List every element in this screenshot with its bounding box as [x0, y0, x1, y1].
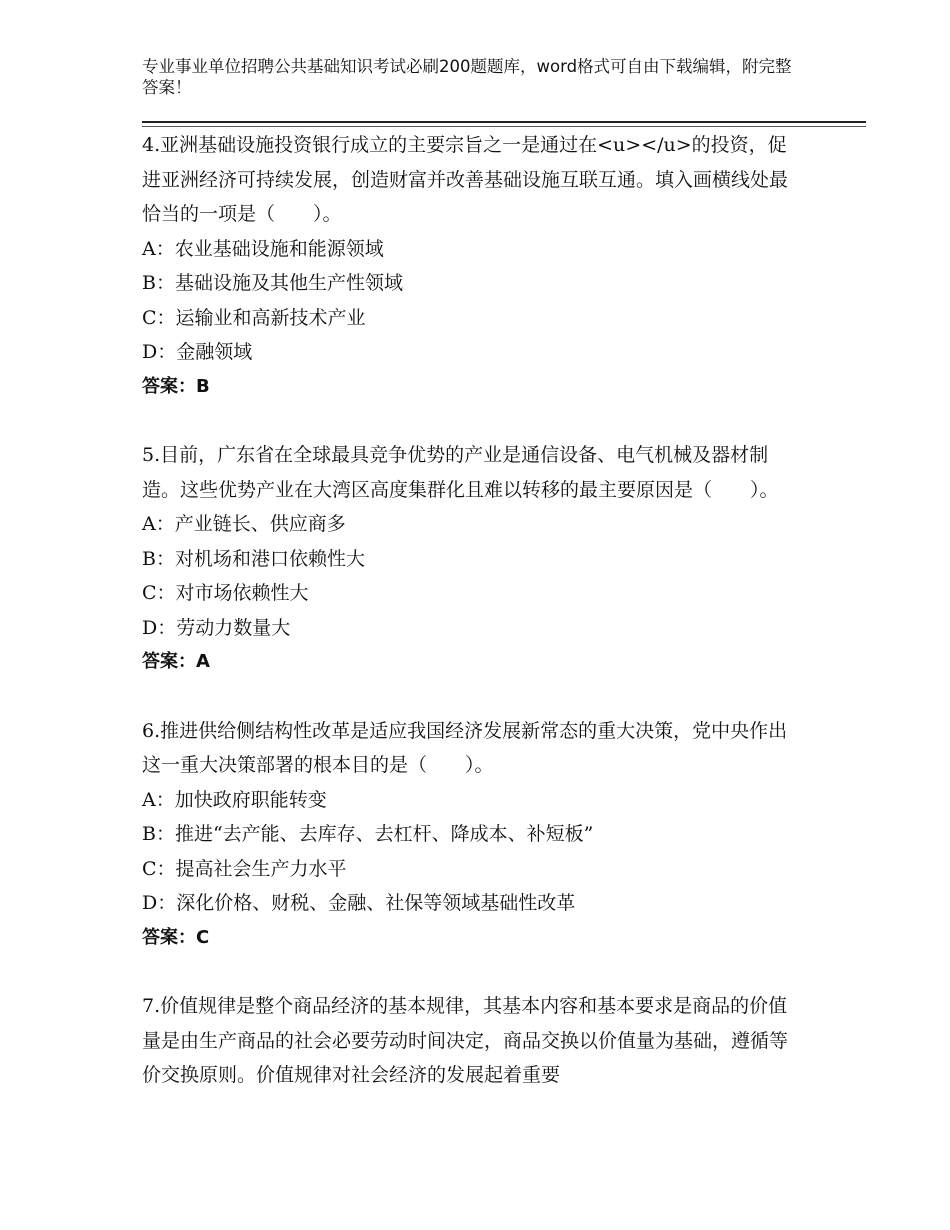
- question-4: [142, 128, 802, 404]
- header-rule-thick: [142, 121, 866, 123]
- option-c: C：对市场依赖性大: [142, 582, 309, 604]
- option-a: A：农业基础设施和能源领域: [142, 237, 384, 260]
- option-a: A：产业链长、供应商多: [142, 513, 346, 535]
- answer-line: [142, 921, 802, 956]
- option-c: C：运输业和高新技术产业: [142, 306, 366, 329]
- question-5: [142, 438, 802, 680]
- question-6: [142, 714, 802, 956]
- answer-line: [142, 645, 802, 680]
- page-header: 专业事业单位招聘公共基础知识考试必刷200题题库，word格式可自由下载编辑，附完整答案！: [142, 57, 792, 97]
- question-stem: 6.推进供给侧结构性改革是适应我国经济发展新常态的重大决策，党中央作出这一重大决策部署的根本目的是（ ）。: [142, 719, 788, 776]
- question-stem: 4.亚洲基础设施投资银行成立的主要宗旨之一是通过在<u></u>的投资，促进亚洲经济可持续发展，创造财富并改善基础设施互联互通。填入画横线处最恰当的一项是（ ）。: [142, 134, 789, 225]
- option-b: B：推进“去产能、去库存、去杠杆、降成本、补短板”: [142, 823, 594, 845]
- option-b: B：基础设施及其他生产性领域: [142, 272, 403, 294]
- answer-line: [142, 370, 802, 405]
- option-b: B：对机场和港口依赖性大: [142, 547, 365, 570]
- option-c: C：提高社会生产力水平: [142, 857, 347, 880]
- option-d: D：金融领域: [142, 341, 253, 363]
- option-d: D：深化价格、财税、金融、社保等领域基础性改革: [142, 892, 576, 914]
- option-d: D：劳动力数量大: [142, 616, 291, 639]
- question-stem: 5.目前，广东省在全球最具竞争优势的产业是通信设备、电气机械及器材制造。这些优势产业在大湾区高度集群化且难以转移的最主要原因是（ ）。: [142, 444, 779, 501]
- answer-value: C: [196, 926, 210, 948]
- answer-label: 答案：: [142, 926, 196, 948]
- answer-label: 答案：: [142, 651, 196, 672]
- question-list: [142, 128, 802, 1093]
- answer-label: 答案：: [142, 375, 196, 397]
- answer-value: A: [196, 651, 210, 672]
- question-stem: 7.价值规律是整个商品经济的基本规律，其基本内容和基本要求是商品的价值量是由生产商品的社会必要劳动时间决定，商品交换以价值量为基础，遵循等价交换原则。价值规律对社会经济的发展起着重要: [142, 995, 789, 1086]
- question-7: [142, 989, 802, 1093]
- option-a: A：加快政府职能转变: [142, 788, 327, 811]
- header-rule-thin: [142, 126, 866, 127]
- answer-value: B: [196, 375, 210, 397]
